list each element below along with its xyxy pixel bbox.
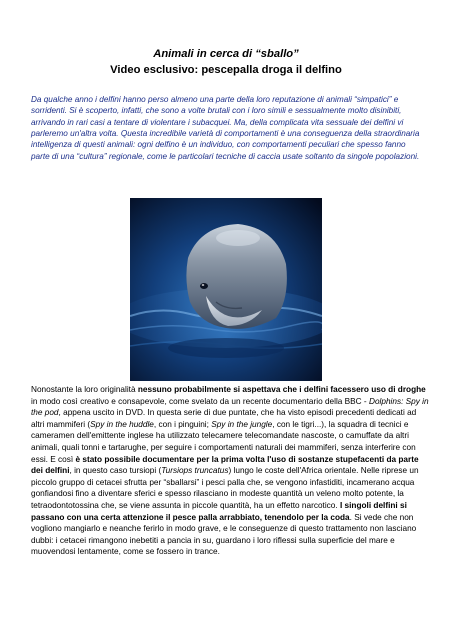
episode-title-1: Spy in the huddle [90, 419, 154, 429]
body-text-4: , con i pinguini; [153, 419, 212, 429]
body-bold-2: è stato possibile documentare per la prima volta l'uso di sostanze stupefacenti da parte dei delfini [31, 454, 419, 476]
body-bold-1: nessuno probabilmente si aspettava che i delfini facessero uso di droghe [137, 385, 426, 394]
dolphin-image [130, 198, 322, 381]
body-text-5: , con le tigri...), la squadra di tecnici e cameramen dell'emittente inglese ha utilizzato telecamere telecomandate nascoste, o camuffate da altri animali, quali tonni e tartarughe, per seguire i comportamenti naturali dei mammiferi, senza interferire con essi. E così [31, 419, 416, 464]
body-text-3: , appena uscito in DVD. In questa serie di due puntate, che ha visto episodi precedenti dedicati ad altri mammiferi ( [31, 408, 417, 429]
article-title: Animali in cerca di “sballo” [153, 48, 299, 60]
documentary-title: Dolphins: Spy in the pod [31, 396, 429, 418]
body-text-6: , in questo caso tursiopi ( [69, 466, 162, 476]
body-text-7: ) lungo le coste dell'Africa orientale. Nelle riprese un piccolo gruppo di cetacei sfrutta per “sballarsi” i pesci palla che, se vengono infastiditi, incamerano acqua gonfiandosi fino a diventare sferici e spesso rilasciano in modeste quantità un veleno molto potente, la tetraodontotossina che, se viene assunta in piccole quantità, ha un effetto narcotico. [31, 466, 419, 510]
body-text-1: Nonostante la loro originalità [31, 385, 138, 394]
article-body [31, 384, 429, 558]
body-bold-3: I singoli delfini si passano con una certa attenzione il pesce palla arrabbiato, tenendolo per la coda [31, 500, 407, 522]
article-subtitle: Video esclusivo: pescepalla droga il delfino [110, 64, 342, 76]
dolphin-photo [130, 198, 322, 381]
body-text-2: in modo così creativo e consapevole, come svelato da un recente documentario della BBC - [31, 396, 369, 406]
body-text-8: . Si vede che non vogliono mangiarlo e neanche ferirlo in modo grave, e le conseguenze di questo trattamento non lasciano dubbi: i cetacei rimangono inebetiti a pancia in su, guardano i loro riflessi sulla superficie del mare e muovendosi lentamente, come se fossero in trance. [31, 512, 417, 557]
intro-paragraph: Da qualche anno i delfini hanno perso almeno una parte della loro reputazione di animali “simpatici” e sorridenti. Si è scoperto, infatti, che sono a volte brutali con i loro simili e sessualmente molto disinibiti, arrivando in rari casi a tentare di violentare i subacquei. Ma, della complicata vita sessuale dei delfini vi parleremo un'altra volta. Questa incredibile varietà di comportamenti è una conseguenza della straordinaria intelligenza di questi animali: ogni delfino è un individuo, con comportamenti peculiari che spesso fanno parte di una “cultura” regionale, come le particolari tecniche di caccia usate soltanto da singole popolazioni. [31, 95, 420, 161]
species-name: Tursiops truncatus [161, 466, 229, 476]
episode-title-2: Spy in the jungle [211, 419, 273, 429]
